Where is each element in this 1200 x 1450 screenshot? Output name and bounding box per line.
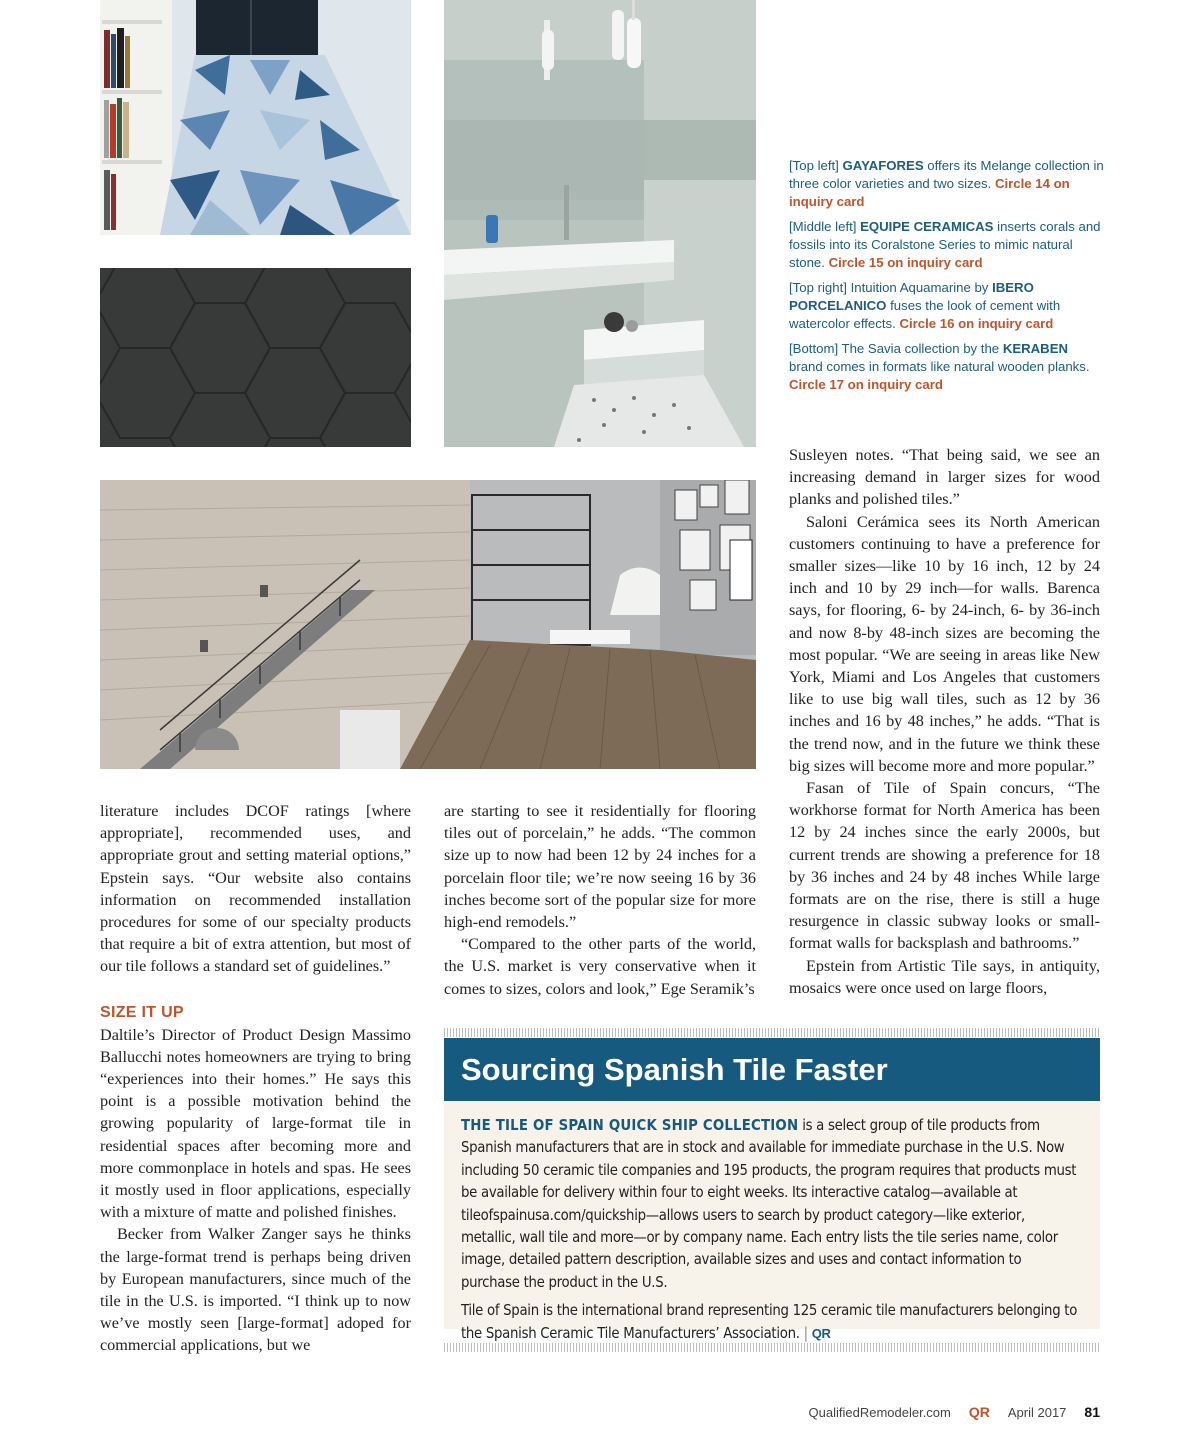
inquiry-circle: Circle 15 on inquiry card xyxy=(828,255,983,270)
inquiry-circle: Circle 14 on inquiry card xyxy=(789,176,1070,209)
qr-end-mark: QR xyxy=(811,1325,831,1341)
body-paragraph: are starting to see it residentially for flooring tiles out of porcelain,” he adds. “The common size up to now had been 12 by 24 inches for a porcelain floor tile; we’re now seeing 16 by 36 inches become sort of the popular size for more high-end remodels.” xyxy=(444,802,756,932)
photo-middle-left xyxy=(100,268,411,447)
caption-bottom xyxy=(789,340,1104,394)
caption-text: offers its Melange collection in three color varieties and two sizes. xyxy=(789,158,1104,191)
caption-prefix: [Top left] xyxy=(789,158,843,173)
sidebar-paragraph xyxy=(461,1115,1083,1294)
section-heading: SIZE IT UP xyxy=(100,1003,184,1021)
sidebar-box xyxy=(444,1028,1100,1354)
caption-brand: IBERO PORCELANICO xyxy=(789,280,1034,313)
caption-top-right xyxy=(789,279,1104,333)
caption-top-left xyxy=(789,157,1104,211)
photo-top-right xyxy=(444,0,756,447)
sidebar-body xyxy=(444,1101,1100,1342)
separator: | xyxy=(803,1324,808,1342)
article-column-3 xyxy=(789,444,1100,999)
caption-middle-left xyxy=(789,218,1104,272)
body-paragraph: Saloni Cerámica sees its North American customers continuing to have a preference for smaller sizes—like 10 by 16 inch, 12 by 24 inch and 10 by 29 inch—for walls. Barenca says, for flooring, 6- by 24-inch, 6- by 36-inch and now 8-by 48-inch sizes are becoming the most popular. “We are seeing in areas like New York, Miami and Los Angeles that customers like to use big wall tiles, such as 12 by 36 inches and 16 by 48 inches,” he adds. “That is the trend now, and in the future we think these big sizes will become more and more popular.” xyxy=(789,512,1100,775)
body-paragraph: “Compared to the other parts of the world, the U.S. market is very conservative when it comes to sizes, colors and look,” Ege Seramik’s xyxy=(444,935,756,998)
footer-date: April 2017 xyxy=(1007,1405,1067,1420)
body-paragraph: Epstein from Artistic Tile says, in antiquity, mosaics were once used on large floors, xyxy=(789,956,1100,997)
caption-text: fuses the look of cement with watercolor effects. xyxy=(789,298,1061,331)
photo-top-left xyxy=(100,0,411,235)
body-paragraph: Becker from Walker Zanger says he thinks the large-format trend is perhaps being driven by European manufacturers, since much of the tile in the U.S. is imported. “I think up to now we’ve mostly seen [large-format] adoped for commercial applications, but we xyxy=(100,1225,411,1355)
caption-text: inserts corals and fossils into its Coralstone Series to mimic natural stone. xyxy=(789,219,1101,270)
page-number: 81 xyxy=(1084,1404,1100,1420)
caption-brand: GAYAFORES xyxy=(842,158,924,173)
body-paragraph: Fasan of Tile of Spain concurs, “The workhorse format for North America has been 12 by 24 inches since the early 2000s, but current trends are showing a preference for 18 by 36 inches and 24 by 48 inches While large formats are on the rise, there is still a huge resurgence in classic subway looks or small-format walls for backsplash and bathrooms.” xyxy=(789,779,1100,953)
caption-prefix: [Middle left] xyxy=(789,219,861,234)
photo-captions xyxy=(789,157,1104,401)
body-paragraph: Susleyen notes. “That being said, we see an increasing demand in larger sizes for wood planks and polished tiles.” xyxy=(789,446,1100,509)
sidebar-text: Tile of Spain is the international brand representing 125 ceramic tile manufacturers belonging to the Spanish Ceramic Tile Manufacturers’ Association. xyxy=(461,1302,1078,1342)
footer-site-link[interactable]: QualifiedRemodeler.com xyxy=(808,1405,951,1420)
caption-brand: EQUIPE CERAMICAS xyxy=(860,219,994,234)
page-footer xyxy=(809,1404,1100,1420)
body-paragraph: literature includes DCOF ratings [where appropriate], recommended uses, and appropriate grout and setting material options,” Epstein says. “Our website also contains information on recommended installation procedures for some of our specialty products that require a bit of extra attention, but most of our tile follows a standard set of guidelines.” xyxy=(100,802,411,976)
caption-text: brand comes in formats like natural wooden planks. xyxy=(789,359,1090,374)
sidebar-lead: THE TILE OF SPAIN QUICK SHIP COLLECTION xyxy=(461,1117,799,1134)
body-paragraph: Daltile’s Director of Product Design Massimo Ballucchi notes homeowners are trying to bring “experiences into their homes.” He says this point is a possible motivation behind the growing popularity of large-format tile in residential spaces after becoming more and more commonplace in hotels and spas. He sees it mostly used in floor applications, especially with a mixture of matte and polished finishes. xyxy=(100,1025,411,1222)
photo-bottom xyxy=(100,480,756,769)
inquiry-circle: Circle 17 on inquiry card xyxy=(789,377,943,392)
article-column-1 xyxy=(100,800,411,1357)
caption-brand: KERABEN xyxy=(1002,341,1069,356)
article-column-2 xyxy=(444,800,756,1000)
sidebar-paragraph xyxy=(461,1300,1083,1345)
caption-prefix: [Bottom] The Savia collection by the xyxy=(789,341,1003,356)
hatch-divider xyxy=(444,1028,1100,1037)
inquiry-circle: Circle 16 on inquiry card xyxy=(899,316,1054,331)
sidebar-title: Sourcing Spanish Tile Faster xyxy=(444,1038,1100,1101)
footer-logo: QR xyxy=(968,1404,990,1420)
caption-prefix: [Top right] Intuition Aquamarine by xyxy=(789,280,993,295)
sidebar-text: is a select group of tile products from Spanish manufacturers that are in stock and available for immediate purchase in the U.S. Now including 50 ceramic tile companies and 195 products, the program requires that products must be available for delivery within four to eight weeks. Its interactive catalog—available at tileofspainusa.com/quickship—allows users to search by product category—like exterior, metallic, wall tile and more—or by company name. Each entry lists the tile series name, color image, detailed pattern description, available sizes and uses and contact information to purchase the product in the U.S. xyxy=(461,1117,1077,1291)
